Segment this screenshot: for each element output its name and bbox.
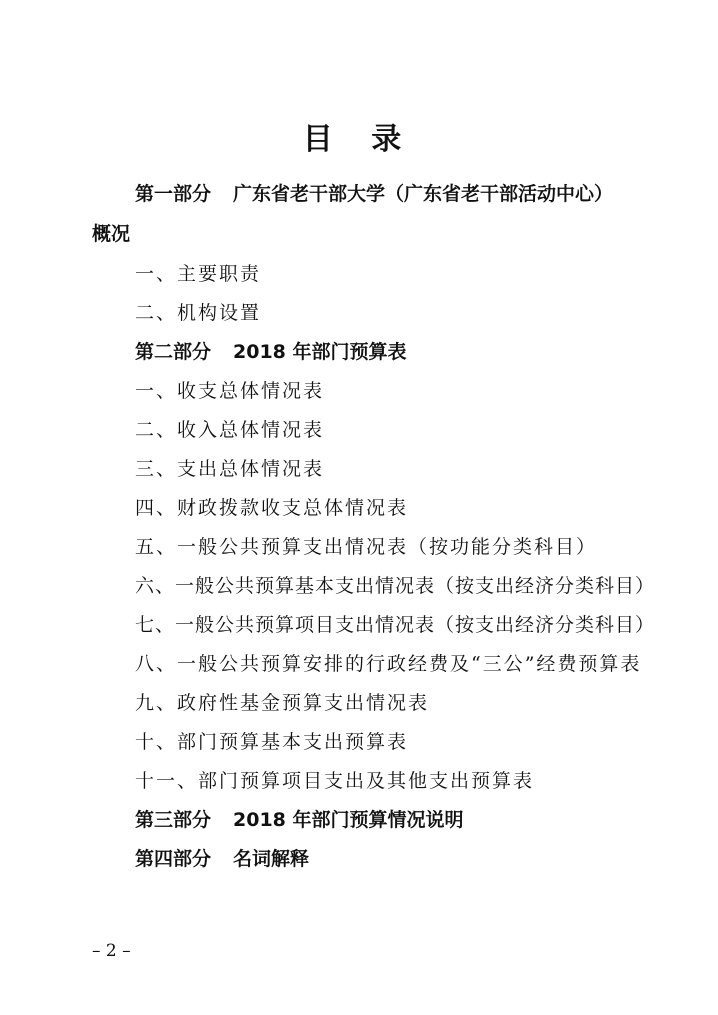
part2-item-5: 五、一般公共预算支出情况表（按功能分类科目） (135, 536, 598, 558)
part1-label: 第一部分 (135, 183, 212, 205)
part2-label: 第二部分 (135, 341, 212, 363)
part2-item-10: 十、部门预算基本支出预算表 (135, 731, 409, 753)
part2-item-4: 四、财政拨款收支总体情况表 (135, 497, 409, 519)
part4-label: 第四部分 (135, 848, 212, 870)
part2-item-8: 八、一般公共预算安排的行政经费及“三公”经费预算表 (135, 653, 642, 675)
part2-title: 2018 年部门预算表 (233, 341, 407, 363)
part3-title: 2018 年部门预算情况说明 (233, 809, 464, 831)
part3-label: 第三部分 (135, 809, 212, 831)
part2-item-1: 一、收支总体情况表 (135, 380, 325, 402)
part2-item-3: 三、支出总体情况表 (135, 458, 325, 480)
part1-title-line2: 概况 (92, 223, 131, 245)
part1-item-1: 一、主要职责 (135, 263, 262, 285)
part1-item-2: 二、机构设置 (135, 302, 262, 324)
part2-item-6: 六、一般公共预算基本支出情况表（按支出经济分类科目） (135, 575, 656, 597)
part2-item-2: 二、收入总体情况表 (135, 419, 325, 441)
part3-heading (135, 806, 464, 834)
part1-heading (135, 180, 613, 208)
part4-heading (135, 845, 309, 873)
part4-title: 名词解释 (233, 848, 310, 870)
part2-item-11: 十一、部门预算项目支出及其他支出预算表 (135, 770, 535, 792)
toc-title: 目 录 (302, 122, 416, 157)
part2-item-9: 九、政府性基金预算支出情况表 (135, 692, 430, 714)
part2-item-7: 七、一般公共预算项目支出情况表（按支出经济分类科目） (135, 614, 656, 636)
part2-heading (135, 338, 407, 366)
part1-title-line1: 广东省老干部大学（广东省老干部活动中心） (233, 183, 614, 205)
page-number: – 2 – (92, 941, 131, 961)
